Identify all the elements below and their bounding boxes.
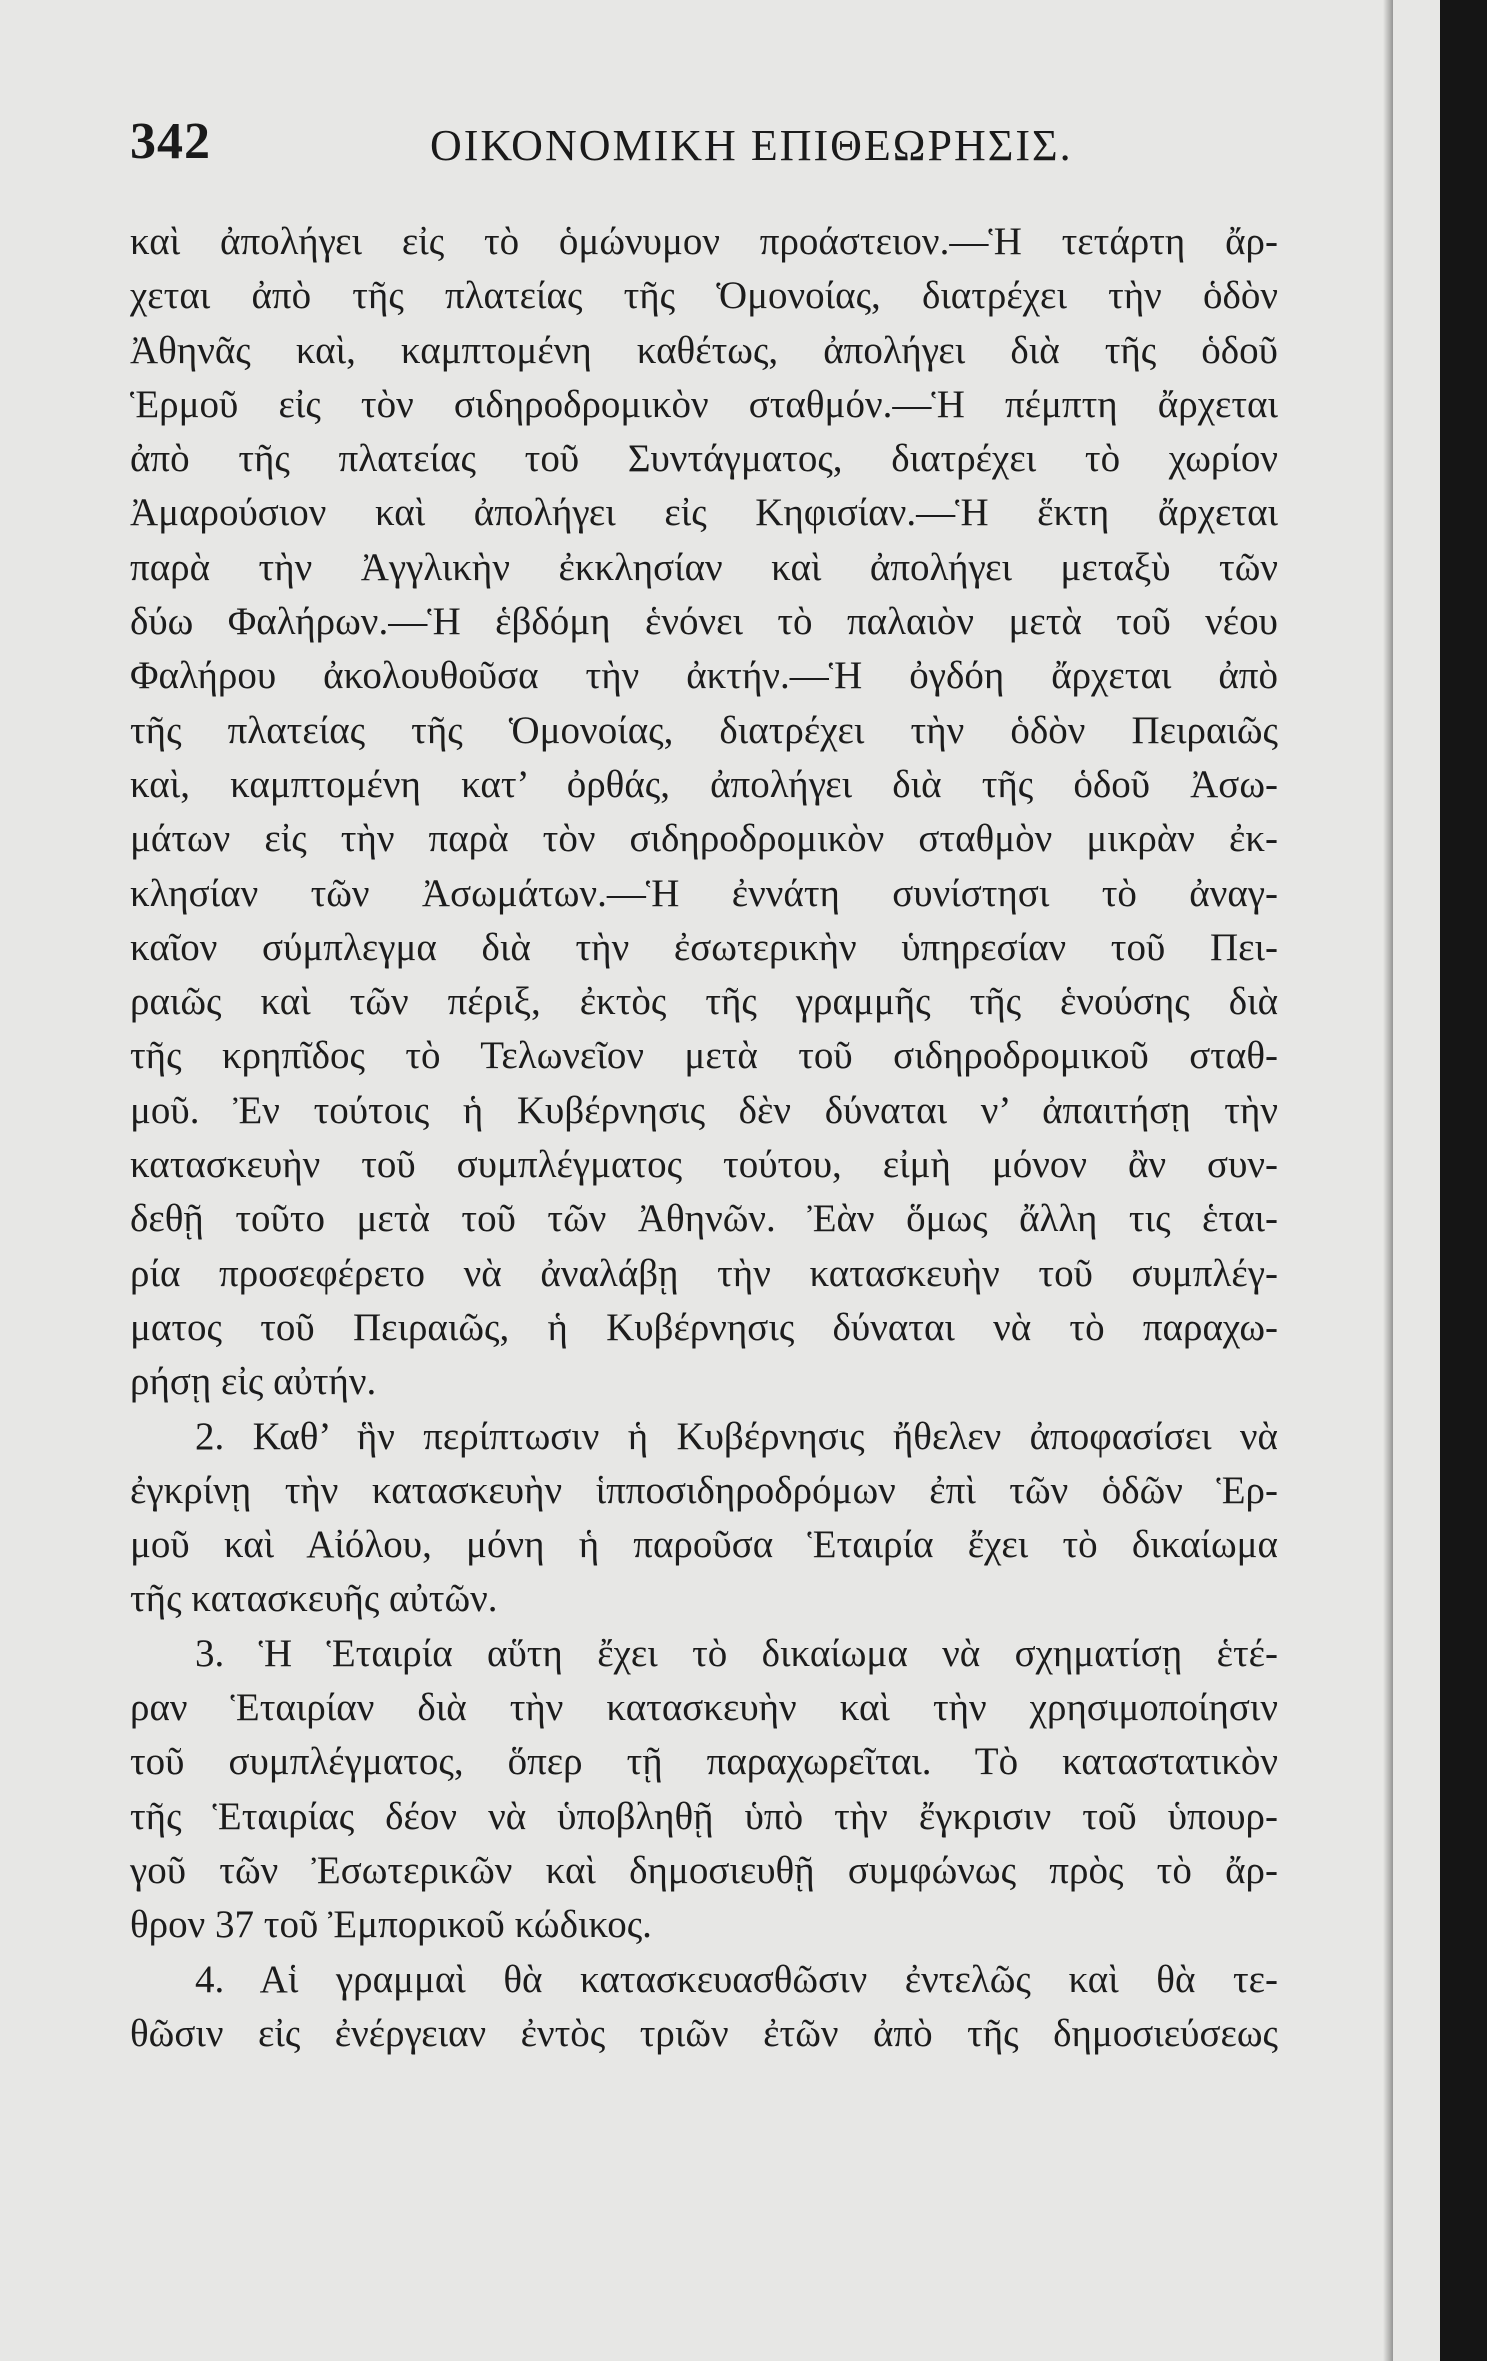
text-line: μοῦ καὶ Αἰόλου, μόνη ἡ παροῦσα Ἑταιρία ἔχει τὸ δικαίωμα <box>130 1523 1278 1567</box>
text-line: τῆς πλατείας τῆς Ὁμονοίας, διατρέχει τὴν ὁδὸν Πειραιῶς <box>130 708 1278 752</box>
text-line: δεθῇ τοῦτο μετὰ τοῦ τῶν Ἀθηνῶν. Ἐὰν ὅμως ἄλλη τις ἑται- <box>130 1197 1278 1241</box>
text-line: ματος τοῦ Πειραιῶς, ἡ Κυβέρνησις δύναται νὰ τὸ παραχω- <box>130 1305 1278 1349</box>
paragraph-start-line: 3. Ἡ Ἑταιρία αὕτη ἔχει τὸ δικαίωμα νὰ σχηματίσῃ ἑτέ- <box>195 1631 1278 1675</box>
text-line: καῖον σύμπλεγμα διὰ τὴν ἐσωτερικὴν ὑπηρεσίαν τοῦ Πει- <box>130 925 1278 969</box>
text-line: κλησίαν τῶν Ἀσωμάτων.—Ἡ ἐννάτη συνίστησι τὸ ἀναγ- <box>130 871 1278 915</box>
text-line: καὶ, καμπτομένη κατ’ ὀρθάς, ἀπολήγει διὰ τῆς ὁδοῦ Ἀσω- <box>130 762 1278 806</box>
text-line: παρὰ τὴν Ἀγγλικὴν ἐκκλησίαν καὶ ἀπολήγει μεταξὺ τῶν <box>130 545 1278 589</box>
text-line: κατασκευὴν τοῦ συμπλέγματος τούτου, εἰμὴ μόνον ἂν συν- <box>130 1143 1278 1187</box>
gutter-shadow <box>1383 0 1393 2361</box>
paragraph-start-line: 4. Αἱ γραμμαὶ θὰ κατασκευασθῶσιν ἐντελῶς καὶ θὰ τε- <box>195 1957 1278 2001</box>
text-line: Ἀμαρούσιον καὶ ἀπολήγει εἰς Κηφισίαν.—Ἡ ἕκτη ἄρχεται <box>130 491 1278 535</box>
text-line: Ἑρμοῦ εἰς τὸν σιδηροδρομικὸν σταθμόν.—Ἡ πέμπτη ἄρχεται <box>130 382 1278 426</box>
page-number: 342 <box>130 113 211 170</box>
text-line: ρία προσεφέρετο νὰ ἀναλάβῃ τὴν κατασκευὴν τοῦ συμπλέγ- <box>130 1251 1278 1295</box>
text-line: τοῦ συμπλέγματος, ὅπερ τῇ παραχωρεῖται. Τὸ καταστατικὸν <box>130 1740 1278 1784</box>
text-line: ραιῶς καὶ τῶν πέριξ, ἐκτὸς τῆς γραμμῆς τῆς ἑνούσης διὰ <box>130 980 1278 1024</box>
paragraph-start-line: 2. Καθ’ ἣν περίπτωσιν ἡ Κυβέρνησις ἤθελεν ἀποφασίσει νὰ <box>195 1414 1278 1458</box>
text-line: μάτων εἰς τὴν παρὰ τὸν σιδηροδρομικὸν σταθμὸν μικρὰν ἐκ- <box>130 817 1278 861</box>
text-line: Ἀθηνᾶς καὶ, καμπτομένη καθέτως, ἀπολήγει διὰ τῆς ὁδοῦ <box>130 328 1278 372</box>
text-line: δύω Φαλήρων.—Ἡ ἑβδόμη ἑνόνει τὸ παλαιὸν μετὰ τοῦ νέου <box>130 600 1278 644</box>
text-line: θῶσιν εἰς ἐνέργειαν ἐντὸς τριῶν ἐτῶν ἀπὸ τῆς δημοσιεύσεως <box>130 2011 1278 2055</box>
text-line: τῆς κρηπῖδος τὸ Τελωνεῖον μετὰ τοῦ σιδηροδρομικοῦ σταθ- <box>130 1034 1278 1078</box>
text-line: καὶ ἀπολήγει εἰς τὸ ὁμώνυμον προάστειον.—Ἡ τετάρτη ἄρ- <box>130 220 1278 263</box>
text-line: χεται ἀπὸ τῆς πλατείας τῆς Ὁμονοίας, διατρέχει τὴν ὁδὸν <box>130 274 1278 318</box>
text-line: γοῦ τῶν Ἐσωτερικῶν καὶ δημοσιευθῇ συμφώνως πρὸς τὸ ἄρ- <box>130 1848 1278 1892</box>
book-binding-edge <box>1440 0 1487 2361</box>
text-line: ραν Ἑταιρίαν διὰ τὴν κατασκευὴν καὶ τὴν χρησιμοποίησιν <box>130 1686 1278 1730</box>
body-text <box>130 215 1278 2061</box>
text-line: τῆς Ἑταιρίας δέον νὰ ὑποβληθῇ ὑπὸ τὴν ἔγκρισιν τοῦ ὑπουρ- <box>130 1794 1278 1838</box>
paragraph-end-line: θρον 37 τοῦ Ἐμπορικοῦ κώδικος. <box>130 1903 652 1947</box>
text-line: μοῦ. Ἐν τούτοις ἡ Κυβέρνησις δὲν δύναται ν’ ἀπαιτήσῃ τὴν <box>130 1088 1278 1132</box>
text-line: ἀπὸ τῆς πλατείας τοῦ Συντάγματος, διατρέχει τὸ χωρίον <box>130 437 1278 481</box>
paragraph-end-line: ρήσῃ εἰς αὐτήν. <box>130 1360 377 1404</box>
paragraph-end-line: τῆς κατασκευῆς αὐτῶν. <box>130 1577 498 1621</box>
text-line: ἐγκρίνῃ τὴν κατασκευὴν ἱπποσιδηροδρόμων ἐπὶ τῶν ὁδῶν Ἑρ- <box>130 1468 1278 1512</box>
text-line: Φαλήρου ἀκολουθοῦσα τὴν ἀκτήν.—Ἡ ὀγδόη ἄρχεται ἀπὸ <box>130 654 1278 698</box>
journal-title: ΟΙΚΟΝΟΜΙΚΗ ΕΠΙΘΕΩΡΗΣΙΣ. <box>430 121 1073 170</box>
running-head <box>130 112 1278 182</box>
